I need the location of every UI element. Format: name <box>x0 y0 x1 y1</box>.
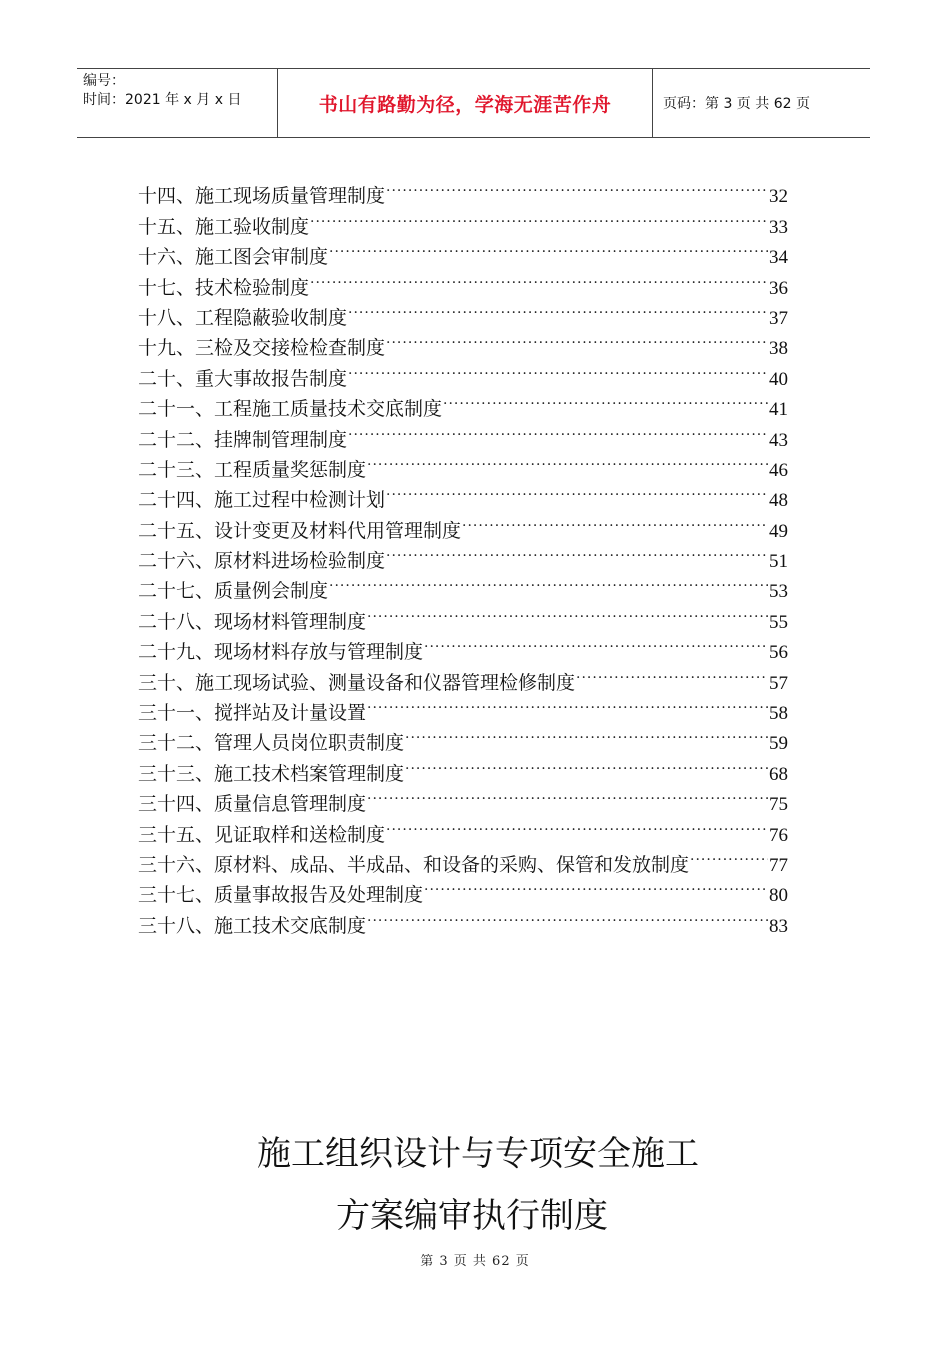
toc-leader-dots <box>310 263 768 293</box>
toc-entry-page-number: 57 <box>769 672 788 694</box>
toc-entry-title: 二十七、质量例会制度 <box>138 580 329 603</box>
section-title-line-1: 施工组织设计与专项安全施工 <box>257 1134 699 1174</box>
toc-leader-dots <box>329 233 768 263</box>
toc-entry-page-number: 32 <box>769 186 788 208</box>
table-of-contents <box>138 172 788 937</box>
toc-entry-page-number: 59 <box>769 733 788 755</box>
toc-entry-page-number: 43 <box>769 429 788 451</box>
toc-entry-title: 二十三、工程质量奖惩制度 <box>138 458 367 481</box>
toc-entry-title: 三十二、管理人员岗位职责制度 <box>138 732 405 755</box>
document-number-label: 编号： <box>83 73 125 89</box>
toc-leader-dots <box>386 172 768 202</box>
toc-entry-page-number: 34 <box>769 247 788 269</box>
toc-entry-page-number: 40 <box>769 368 788 390</box>
toc-leader-dots <box>367 780 768 810</box>
toc-entry-page-number: 58 <box>769 703 788 725</box>
toc-leader-dots <box>386 810 768 840</box>
toc-leader-dots <box>386 476 768 506</box>
toc-entry-title: 二十五、设计变更及材料代用管理制度 <box>138 519 462 542</box>
toc-leader-dots <box>462 506 768 536</box>
toc-entry-title: 二十六、原材料进场检验制度 <box>138 550 386 573</box>
header-motto-cell <box>278 69 653 137</box>
toc-leader-dots <box>348 415 768 445</box>
toc-entry-title: 二十八、现场材料管理制度 <box>138 610 367 633</box>
toc-entry-title: 三十八、施工技术交底制度 <box>138 914 367 937</box>
toc-entry-page-number: 68 <box>769 763 788 785</box>
toc-leader-dots <box>329 567 768 597</box>
toc-entry-page-number: 83 <box>769 915 788 937</box>
toc-entry-page-number: 46 <box>769 459 788 481</box>
toc-leader-dots <box>424 628 768 658</box>
toc-entry-title: 三十四、质量信息管理制度 <box>138 793 367 816</box>
toc-leader-dots <box>690 841 768 871</box>
toc-entry-page-number: 55 <box>769 611 788 633</box>
toc-leader-dots <box>348 354 768 384</box>
toc-entry-title: 三十一、搅拌站及计量设置 <box>138 702 367 725</box>
toc-entry-title: 十六、施工图会审制度 <box>138 246 329 269</box>
toc-leader-dots <box>367 446 768 476</box>
toc-entry-page-number: 41 <box>769 399 788 421</box>
toc-entry-title: 二十、重大事故报告制度 <box>138 367 348 390</box>
toc-entry-title: 三十七、质量事故报告及处理制度 <box>138 884 424 907</box>
toc-leader-dots <box>576 658 768 688</box>
toc-entry-title: 二十一、工程施工质量技术交底制度 <box>138 398 443 421</box>
page-footer: 第 3 页 共 62 页 <box>420 1254 530 1269</box>
document-time-label: 时间：2021 年 x 月 x 日 <box>83 92 242 108</box>
toc-entry-title: 十九、三检及交接检检查制度 <box>138 337 386 360</box>
toc-entry-page-number: 77 <box>769 854 788 876</box>
toc-entry-page-number: 33 <box>769 216 788 238</box>
toc-leader-dots <box>405 719 768 749</box>
toc-entry-page-number: 75 <box>769 794 788 816</box>
toc-leader-dots <box>424 871 768 901</box>
toc-entry-page-number: 56 <box>769 642 788 664</box>
header-meta <box>77 69 278 137</box>
toc-entry-title: 三十五、见证取样和送检制度 <box>138 823 386 846</box>
page-header <box>77 68 870 138</box>
toc-entry-title: 三十三、施工技术档案管理制度 <box>138 762 405 785</box>
toc-leader-dots <box>386 324 768 354</box>
toc-entry-title: 十八、工程隐蔽验收制度 <box>138 306 348 329</box>
toc-entry-title: 十五、施工验收制度 <box>138 215 310 238</box>
toc-entry-title: 十七、技术检验制度 <box>138 276 310 299</box>
toc-entry-page-number: 38 <box>769 338 788 360</box>
toc-entry-title: 二十二、挂牌制管理制度 <box>138 428 348 451</box>
toc-leader-dots <box>405 749 768 779</box>
toc-entry-page-number: 53 <box>769 581 788 603</box>
toc-entry-page-number: 80 <box>769 885 788 907</box>
toc-leader-dots <box>310 202 768 232</box>
toc-leader-dots <box>443 385 768 415</box>
toc-entry-title: 三十、施工现场试验、测量设备和仪器管理检修制度 <box>138 671 576 694</box>
toc-leader-dots <box>367 689 768 719</box>
toc-leader-dots <box>348 294 768 324</box>
toc-entry-page-number: 37 <box>769 307 788 329</box>
toc-leader-dots <box>367 597 768 627</box>
header-motto: 书山有路勤为径，学海无涯苦作舟 <box>318 93 612 116</box>
toc-entry-page-number: 76 <box>769 824 788 846</box>
toc-entry-page-number: 36 <box>769 277 788 299</box>
toc-entry-title: 二十四、施工过程中检测计划 <box>138 489 386 512</box>
header-page-info: 页码：第 3 页 共 62 页 <box>663 96 810 112</box>
toc-entry-title: 十四、施工现场质量管理制度 <box>138 185 386 208</box>
toc-leader-dots <box>367 901 768 931</box>
toc-entry-title: 二十九、现场材料存放与管理制度 <box>138 641 424 664</box>
toc-entry-page-number: 51 <box>769 551 788 573</box>
toc-entry[interactable] <box>138 172 788 208</box>
toc-entry-page-number: 49 <box>769 520 788 542</box>
toc-entry-title: 三十六、原材料、成品、半成品、和设备的采购、保管和发放制度 <box>138 853 690 876</box>
section-title-line-2: 方案编审执行制度 <box>336 1196 608 1236</box>
toc-leader-dots <box>386 537 768 567</box>
toc-entry-page-number: 48 <box>769 490 788 512</box>
